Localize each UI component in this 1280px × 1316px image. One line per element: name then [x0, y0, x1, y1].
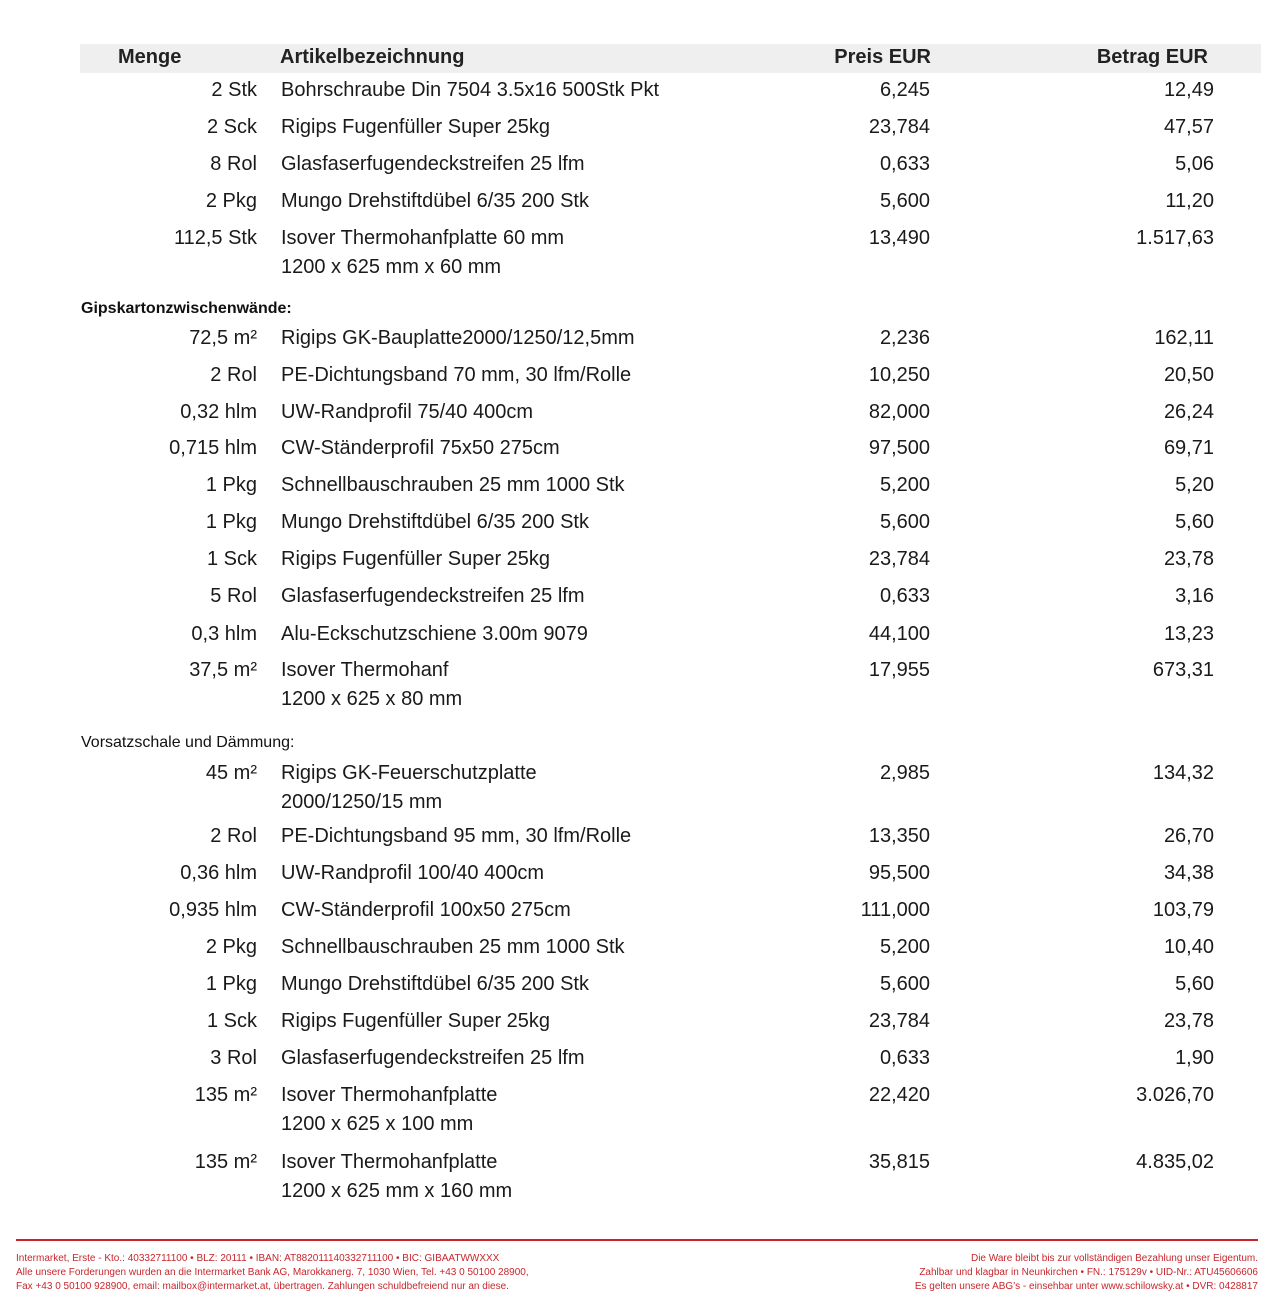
row-description: [281, 434, 560, 463]
row-amount: 34,38: [1163, 862, 1214, 884]
row-amount: 47,57: [1163, 116, 1214, 138]
row-unit-price: 23,784: [868, 548, 930, 570]
row-description-line: Bohrschraube Din 7504 3.5x16 500Stk Pkt: [281, 79, 660, 101]
row-description: [281, 896, 571, 925]
row-amount: 1.517,63: [1136, 227, 1214, 249]
row-unit-price: 44,100: [868, 623, 930, 645]
row-amount: 673,31: [1152, 659, 1214, 681]
row-description: [281, 970, 589, 999]
row-description: [281, 76, 659, 105]
row-quantity: 1 Pkg: [205, 474, 257, 496]
row-description-line: Rigips GK-Feuerschutzplatte: [281, 762, 537, 784]
row-description-line: CW-Ständerprofil 75x50 275cm: [281, 437, 560, 459]
row-quantity: 2 Stk: [211, 79, 257, 101]
row-unit-price: 5,600: [879, 190, 930, 212]
row-description: [281, 545, 550, 574]
row-description: [281, 933, 625, 962]
row-amount: 23,78: [1163, 548, 1214, 570]
row-description-line: Glasfaserfugendeckstreifen 25 lfm: [281, 153, 585, 175]
row-description-line: Mungo Drehstiftdübel 6/35 200 Stk: [281, 511, 589, 533]
row-unit-price: 5,200: [879, 474, 930, 496]
row-description: [281, 398, 533, 427]
row-amount: 26,24: [1163, 401, 1214, 423]
row-amount: 3,16: [1175, 585, 1214, 607]
row-unit-price: 13,350: [868, 825, 930, 847]
row-description: [281, 324, 635, 353]
section-title-drywall: Gipskartonzwischenwände:: [81, 300, 292, 317]
row-description: [281, 508, 589, 537]
footer-left-line: Alle unsere Forderungen wurden an die Intermarket Bank AG, Marokkanerg. 7, 1030 Wien, Tel. +43 0 50100 28900,: [16, 1267, 529, 1278]
row-description-line: 1200 x 625 x 100 mm: [281, 1113, 474, 1135]
row-description: [281, 361, 631, 390]
row-quantity: 2 Pkg: [205, 936, 257, 958]
row-amount: 23,78: [1163, 1010, 1214, 1032]
row-quantity: 2 Sck: [206, 116, 257, 138]
footer-right-line: Zahlbar und klagbar in Neunkirchen • FN.: 175129v • UID-Nr.: ATU45606606: [919, 1267, 1258, 1278]
row-unit-price: 2,985: [879, 762, 930, 784]
row-quantity: 1 Sck: [206, 548, 257, 570]
row-description-line: UW-Randprofil 100/40 400cm: [281, 862, 545, 884]
section-title-facing-shell: Vorsatzschale und Dämmung:: [81, 734, 295, 751]
footer-terms: [915, 1252, 1258, 1294]
row-amount: 69,71: [1163, 437, 1214, 459]
row-unit-price: 82,000: [868, 401, 930, 423]
footer-right-line: Die Ware bleibt bis zur vollständigen Bezahlung unser Eigentum.: [970, 1253, 1258, 1264]
row-unit-price: 22,420: [868, 1084, 930, 1106]
row-description-line: 2000/1250/15 mm: [281, 791, 443, 813]
row-amount: 162,11: [1154, 327, 1214, 349]
footer-bank-info: [16, 1252, 529, 1294]
row-quantity: 1 Pkg: [205, 973, 257, 995]
row-quantity: 0,32 hlm: [180, 401, 257, 423]
row-amount: 26,70: [1163, 825, 1214, 847]
row-description: [281, 1148, 512, 1206]
row-quantity: 3 Rol: [210, 1047, 257, 1069]
row-amount: 20,50: [1163, 364, 1214, 386]
row-description: [281, 822, 631, 851]
footer-divider: [16, 1239, 1258, 1241]
row-description: [281, 1007, 550, 1036]
row-quantity: 2 Rol: [210, 364, 257, 386]
row-amount: 11,20: [1165, 190, 1214, 212]
row-quantity: 72,5 m²: [189, 327, 257, 349]
row-description-line: Alu-Eckschutzschiene 3.00m 9079: [281, 623, 588, 645]
row-amount: 1,90: [1175, 1047, 1214, 1069]
row-unit-price: 35,815: [868, 1151, 930, 1173]
row-amount: 5,60: [1175, 973, 1214, 995]
row-quantity: 135 m²: [194, 1151, 257, 1173]
row-description-line: Isover Thermohanf: [281, 659, 449, 681]
row-quantity: 45 m²: [205, 762, 257, 784]
row-unit-price: 10,250: [868, 364, 930, 386]
row-quantity: 5 Rol: [210, 585, 257, 607]
row-description-line: Glasfaserfugendeckstreifen 25 lfm: [281, 585, 585, 607]
row-amount: 12,49: [1163, 79, 1214, 101]
row-description: [281, 150, 585, 179]
header-amount: Betrag EUR: [1096, 46, 1208, 68]
row-quantity: 0,36 hlm: [180, 862, 257, 884]
header-description: Artikelbezeichnung: [280, 46, 465, 68]
row-amount: 3.026,70: [1136, 1084, 1214, 1106]
row-amount: 5,06: [1175, 153, 1214, 175]
row-description-line: Isover Thermohanfplatte: [281, 1084, 498, 1106]
footer-right-line: Es gelten unsere ABG's - einsehbar unter www.schilowsky.at • DVR: 0428817: [914, 1281, 1258, 1292]
row-unit-price: 5,600: [879, 511, 930, 533]
row-description-line: Rigips Fugenfüller Super 25kg: [281, 116, 551, 138]
row-description-line: Rigips GK-Bauplatte2000/1250/12,5mm: [281, 327, 635, 349]
row-unit-price: 17,955: [868, 659, 930, 681]
row-unit-price: 0,633: [879, 585, 930, 607]
row-quantity: 37,5 m²: [189, 659, 257, 681]
row-description: [281, 1081, 497, 1139]
row-description-line: Schnellbauschrauben 25 mm 1000 Stk: [281, 936, 625, 958]
row-amount: 4.835,02: [1136, 1151, 1214, 1173]
row-description-line: Glasfaserfugendeckstreifen 25 lfm: [281, 1047, 585, 1069]
row-description-line: 1200 x 625 mm x 60 mm: [281, 256, 502, 278]
row-description-line: Isover Thermohanfplatte: [281, 1151, 498, 1173]
header-quantity: Menge: [118, 46, 182, 68]
row-unit-price: 5,200: [879, 936, 930, 958]
footer-left-line: Intermarket, Erste - Kto.: 40332711100 • BLZ: 20111 • IBAN: AT882011140332711100 • BIC: GIBAATWWXXX: [16, 1253, 500, 1264]
row-unit-price: 97,500: [868, 437, 930, 459]
row-amount: 5,20: [1175, 474, 1214, 496]
row-description-line: Mungo Drehstiftdübel 6/35 200 Stk: [281, 973, 589, 995]
table-header-bar: [80, 44, 1261, 73]
row-description-line: Rigips Fugenfüller Super 25kg: [281, 1010, 551, 1032]
row-description-line: Mungo Drehstiftdübel 6/35 200 Stk: [281, 190, 589, 212]
row-description: [281, 582, 585, 611]
row-quantity: 1 Pkg: [205, 511, 257, 533]
row-unit-price: 2,236: [879, 327, 930, 349]
row-description-line: CW-Ständerprofil 100x50 275cm: [281, 899, 571, 921]
row-description-line: PE-Dichtungsband 95 mm, 30 lfm/Rolle: [281, 825, 632, 847]
row-quantity: 0,935 hlm: [169, 899, 257, 921]
row-description: [281, 859, 544, 888]
row-description: [281, 1044, 585, 1073]
row-unit-price: 6,245: [879, 79, 930, 101]
row-description: [281, 471, 625, 500]
row-description-line: PE-Dichtungsband 70 mm, 30 lfm/Rolle: [281, 364, 632, 386]
row-description: [281, 187, 589, 216]
footer-left-line: Fax +43 0 50100 928900, email: mailbox@intermarket.at, übertragen. Zahlungen schuldbefreiend nur an diese.: [16, 1281, 509, 1292]
row-amount: 134,32: [1152, 762, 1214, 784]
row-quantity: 8 Rol: [210, 153, 257, 175]
row-description: [281, 224, 564, 282]
row-quantity: 2 Rol: [210, 825, 257, 847]
row-amount: 103,79: [1152, 899, 1214, 921]
row-description: [281, 656, 462, 714]
row-unit-price: 111,000: [860, 899, 930, 921]
row-unit-price: 95,500: [868, 862, 930, 884]
row-quantity: 2 Pkg: [205, 190, 257, 212]
row-amount: 13,23: [1163, 623, 1214, 645]
row-amount: 5,60: [1175, 511, 1214, 533]
row-description: [281, 759, 537, 817]
row-description-line: Isover Thermohanfplatte 60 mm: [281, 227, 565, 249]
row-description-line: 1200 x 625 mm x 160 mm: [281, 1180, 513, 1202]
row-description-line: Schnellbauschrauben 25 mm 1000 Stk: [281, 474, 625, 496]
row-unit-price: 0,633: [879, 1047, 930, 1069]
row-quantity: 0,715 hlm: [169, 437, 257, 459]
row-amount: 10,40: [1163, 936, 1214, 958]
row-quantity: 112,5 Stk: [173, 227, 257, 249]
row-unit-price: 23,784: [868, 116, 930, 138]
row-quantity: 0,3 hlm: [191, 623, 257, 645]
row-description-line: UW-Randprofil 75/40 400cm: [281, 401, 533, 423]
row-unit-price: 0,633: [879, 153, 930, 175]
row-description-line: Rigips Fugenfüller Super 25kg: [281, 548, 551, 570]
row-description: [281, 113, 550, 142]
row-description: [281, 620, 588, 649]
row-description-line: 1200 x 625 x 80 mm: [281, 688, 463, 710]
header-price: Preis EUR: [834, 46, 931, 68]
row-unit-price: 23,784: [868, 1010, 930, 1032]
row-quantity: 135 m²: [194, 1084, 257, 1106]
row-unit-price: 5,600: [879, 973, 930, 995]
row-quantity: 1 Sck: [206, 1010, 257, 1032]
row-unit-price: 13,490: [868, 227, 930, 249]
